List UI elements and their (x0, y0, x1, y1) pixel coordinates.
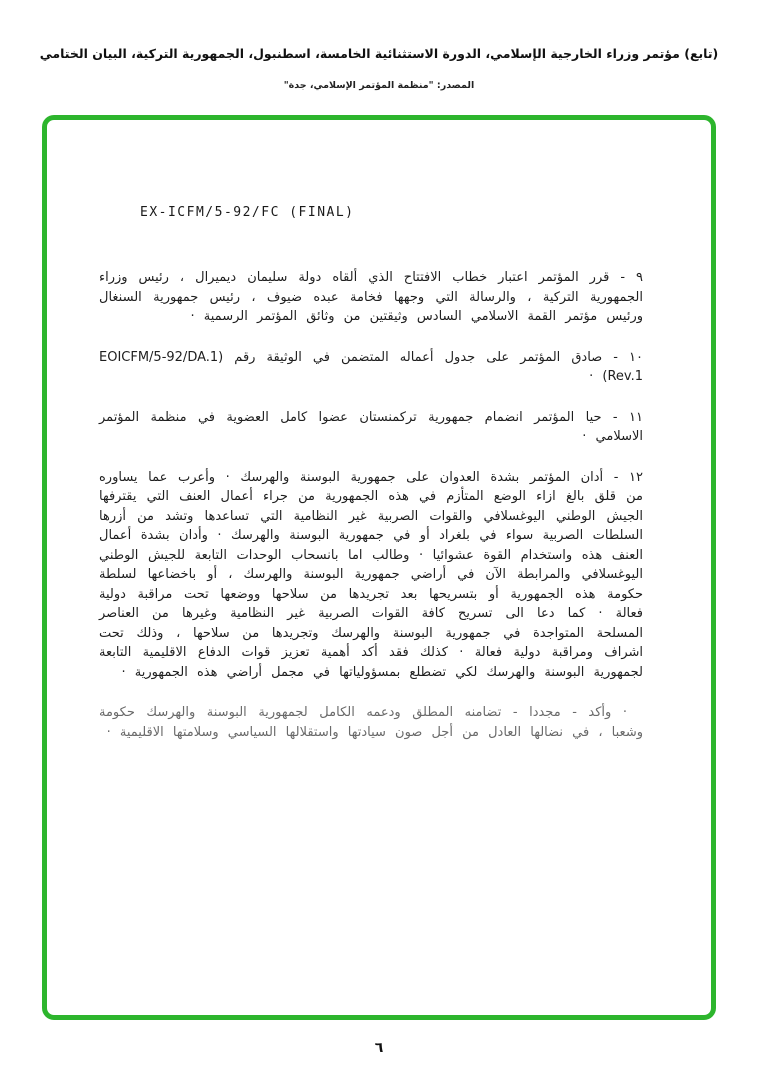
page-number: ٦ (374, 1040, 384, 1056)
scanned-document-frame (42, 115, 716, 1020)
document-source-line: المصدر: "منظمة المؤتمر الإسلامي، جدة" (283, 80, 475, 91)
document-reference: EX-ICFM/5-92/FC (FINAL) (140, 205, 355, 220)
closing-paragraph: · وأكد - مجددا - تضامنه المطلق ودعمه الكامل لجمهورية البوسنة والهرسك حكومة وشعبا ، في نضالها العادل من أجل صون سيادتها واستقلالها السياسي وسلامتها الاقليمية · (99, 705, 643, 740)
paragraph-12: ١٢ - أدان المؤتمر بشدة العدوان على جمهورية البوسنة والهرسك · وأعرب عما يساوره من قلق بالغ ازاء الوضع المتأزم في هذه الجمهورية من جراء أعمال العنف التي يقترفها الجيش الوطني اليوغسلافي والقوات الصربية غير النظامية التي تساعدها وتشد من أزرها السلطات الصربية سواء في بلغراد أو في جمهورية البوسنة والهرسك · وأدان بشدة أعمال العنف هذه واستخدام القوة عشوائيا · وطالب اما بانسحاب الوحدات التابعة للجيش الوطني اليوغسلافي والمرابطة الآن في أراضي جمهورية البوسنة والهرسك ، أو باخضاعها لسلطة حكومة هذه الجمهورية أو بتسريحها بعد تجريدها من سلاحها ووضعها تحت مراقبة دولية فعالة · كما دعا الى تسريح كافة القوات الصربية غير النظامية وغيرها من العناصر المسلحة المتواجدة في جمهورية البوسنة والهرسك وتجريدها من سلاحها ، وذلك تحت اشراف ومراقبة دولية فعالة · كذلك فقد أكد أهمية تعزيز قوات الدفاع الاقليمية التابعة لجمهورية البوسنة والهرسك لكي تضطلع بمسؤولياتها في مجمل أراضي هذه الجمهورية · (99, 469, 643, 680)
paragraph-11: ١١ - حيا المؤتمر انضمام جمهورية تركمنستان عضوا كامل العضوية في منظمة المؤتمر الاسلامي · (99, 409, 643, 444)
paragraph-9: ٩ - قرر المؤتمر اعتبار خطاب الافتتاح الذي ألقاه دولة سليمان ديميرال ، رئيس وزراء الجمهورية التركية ، والرسالة التي وجهها فخامة عبده ضيوف ، رئيس جمهورية السنغال ورئيس مؤتمر القمة الاسلامي السادس وثيقتين من وثائق المؤتمر الرسمية · (99, 270, 643, 324)
paragraph-10: ١٠ - صادق المؤتمر على جدول أعماله المتضمن في الوثيقة رقم (EOICFM/5-92/DA.1 Rev.1) · (99, 349, 643, 384)
document-body (99, 268, 643, 742)
document-header-title: (تابع) مؤتمر وزراء الخارجية الإسلامي، الدورة الاستثنائية الخامسة، اسطنبول، الجمهورية التركية، البيان الختامي (39, 46, 719, 61)
